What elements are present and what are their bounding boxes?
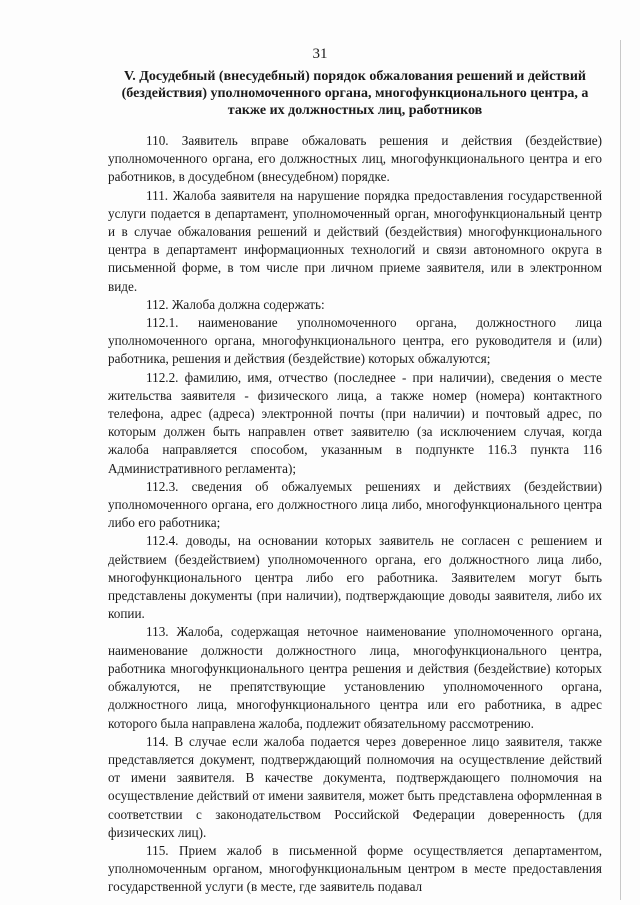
paragraph-112-2: 112.2. фамилию, имя, отчество (последнее - при наличии), сведения о месте жительства заявителя - физического лица, а также номер (номера) контактного телефона, адрес (адреса) электронной почты (при наличии) и почтовый адрес, по которым должен быть направлен ответ заявителю (за исключением случая, когда жалоба направляется способом, указанным в подпункте 116.3 пункта 116 Административного регламента); (108, 369, 602, 476)
page-number: 31 (312, 46, 328, 62)
paragraph-112-1: 112.1. наименование уполномоченного органа, должностного лица уполномоченного органа, многофункционального центра, его руководителя и (или) работника, решения и действия (бездействие) которых обжалуются; (108, 315, 602, 367)
paragraph-111: 111. Жалоба заявителя на нарушение порядка предоставления государственной услуги подается в департамент, уполномоченный орган, многофункциональный центр и в случае обжалования решений и действий (бездействия) многофункционального центра в департамент информационных технологий и связи автономного округа в письменной форме, в том числе при личном приеме заявителя, или в электронном виде. (108, 187, 602, 294)
paragraph-113: 113. Жалоба, содержащая неточное наименование уполномоченного органа, наименование должности должностного лица, многофункционального центра, работника многофункционального центра решения и действия (бездействие) которых обжалуются, не препятствующие установлению уполномоченного органа, должностного лица, многофункционального центра или его работника, в адрес которого была направлена жалоба, подлежит обязательному рассмотрению. (108, 624, 602, 731)
paragraph-112: 112. Жалоба должна содержать: (146, 296, 325, 312)
paragraph-110: 110. Заявитель вправе обжаловать решения и действия (бездействие) уполномоченного органа, его должностных лиц, многофункционального центра и его работников, в досудебном (внесудебном) порядке. (108, 133, 602, 185)
scan-artifact-line (620, 40, 621, 900)
paragraph-112-3: 112.3. сведения об обжалуемых решениях и действиях (бездействии) уполномоченного органа, его должностного лица либо, многофункционального центра либо его работника; (108, 478, 602, 531)
paragraph-112-4: 112.4. доводы, на основании которых заявитель не согласен с решением и действием (бездействием) уполномоченного органа, его должностного лица либо, многофункционального центра либо его работника. Заявителем могут быть представлены документы (при наличии), подтверждающие доводы заявителя, либо их копии. (108, 533, 602, 622)
document-body (108, 132, 602, 897)
paragraph-114: 114. В случае если жалоба подается через доверенное лицо заявителя, также представляется документ, подтверждающий полномочия на осуществление действий от имени заявителя. В качестве документа, подтверждающего полномочия на осуществление действий от имени заявителя, может быть представлена оформленная в соответствии с законодательством Российской Федерации доверенность (для физических лиц). (108, 733, 602, 840)
paragraph-115: 115. Прием жалоб в письменной форме осуществляется департаментом, уполномоченным органом, многофункциональным центром в месте предоставления государственной услуги (в месте, где заявитель подавал (108, 842, 602, 895)
section-heading: V. Досудебный (внесудебный) порядок обжалования решений и действий (бездействия) уполномоченного органа, многофункционального центра, а также их должностных лиц, работников (121, 69, 589, 118)
